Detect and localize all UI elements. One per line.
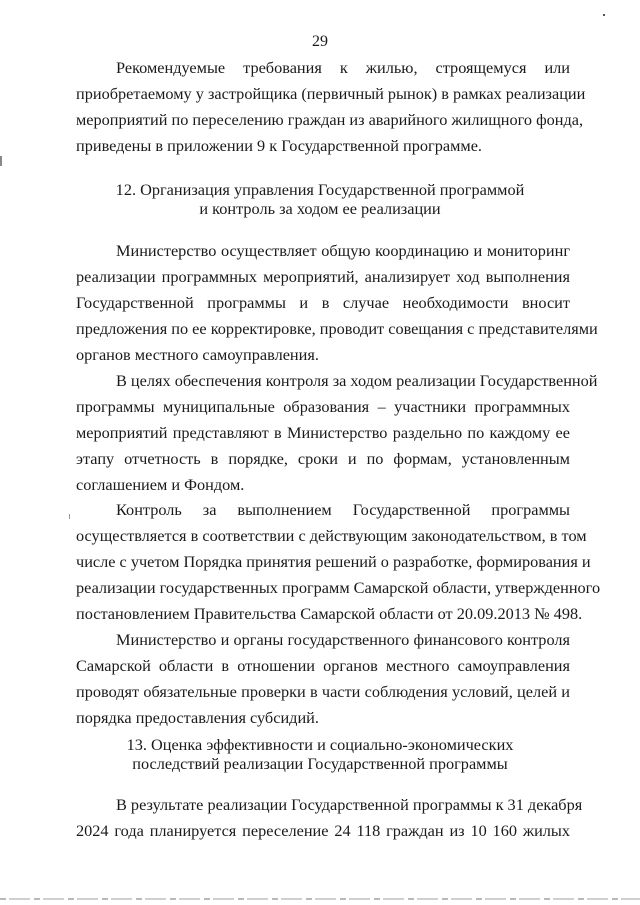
s12-p3-line-1: Контроль за выполнением Государственной программы	[116, 500, 570, 519]
s12-p2-line-1: В целях обеспечения контроля за ходом реализации Государственной	[116, 371, 598, 390]
section-12-heading-line-1: 12. Организация управления Государственной программой	[115, 180, 525, 199]
s12-p1-line-2: реализации программных мероприятий, анализирует ход выполнения	[76, 267, 570, 286]
s12-p2-line-5: соглашением и Фондом.	[76, 475, 245, 494]
s12-p2-line-4: этапу отчетность в порядке, сроки и по формам, установленным	[76, 449, 570, 468]
s12-p1-line-4: предложения по ее корректировке, проводит совещания с представителями	[76, 319, 598, 338]
section-12-heading-line-2: и контроль за ходом ее реализации	[199, 199, 441, 218]
s12-p4-line-2: Самарской области в отношении органов местного самоуправления	[76, 656, 570, 675]
section-13-heading-line-1: 13. Оценка эффективности и социально-экономических	[126, 735, 514, 754]
s12-p1-line-5: органов местного самоуправления.	[76, 345, 319, 364]
s12-p3-line-2: осуществляется в соответствии с действующим законодательством, в том	[76, 526, 587, 545]
s13-p1-line-1: В результате реализации Государственной программы к 31 декабря	[116, 795, 583, 814]
s12-p4-line-4: порядка предоставления субсидий.	[76, 708, 319, 727]
s13-p1-line-2: 2024 года планируется переселение 24 118 граждан из 10 160 жилых	[76, 821, 570, 840]
s12-p4-line-1: Министерство и органы государственного финансового контроля	[116, 630, 570, 649]
s12-p3-line-5: постановлением Правительства Самарской области от 20.09.2013 № 498.	[76, 604, 583, 623]
intro-line-3: мероприятий по переселению граждан из аварийного жилищного фонда,	[76, 110, 584, 129]
scan-bottom-strip	[0, 898, 640, 900]
s12-p3-line-4: реализации государственных программ Самарской области, утвержденного	[76, 578, 601, 597]
scan-edge-mark	[0, 156, 2, 166]
s12-p1-line-3: Государственной программы и в случае необходимости вносит	[76, 293, 570, 312]
s12-p2-line-2: программы муниципальные образования – участники программных	[76, 397, 570, 416]
section-13-heading-line-2: последствий реализации Государственной программы	[132, 754, 508, 773]
s12-p2-line-3: мероприятий представляют в Министерство раздельно по каждому ее	[76, 423, 570, 442]
intro-line-4: приведены в приложении 9 к Государственной программе.	[76, 136, 483, 155]
intro-line-2: приобретаемому у застройщика (первичный рынок) в рамках реализации	[76, 84, 586, 103]
scan-dot	[603, 14, 605, 16]
s12-p1-line-1: Министерство осуществляет общую координацию и мониторинг	[116, 241, 570, 260]
page-number: 29	[312, 33, 328, 50]
scan-margin-mark	[69, 514, 70, 519]
s12-p3-line-3: числе с учетом Порядка принятия решений о разработке, формирования и	[76, 552, 591, 571]
intro-line-1: Рекомендуемые требования к жилью, строящемуся или	[116, 58, 570, 77]
s12-p4-line-3: проводят обязательные проверки в части соблюдения условий, целей и	[76, 682, 570, 701]
